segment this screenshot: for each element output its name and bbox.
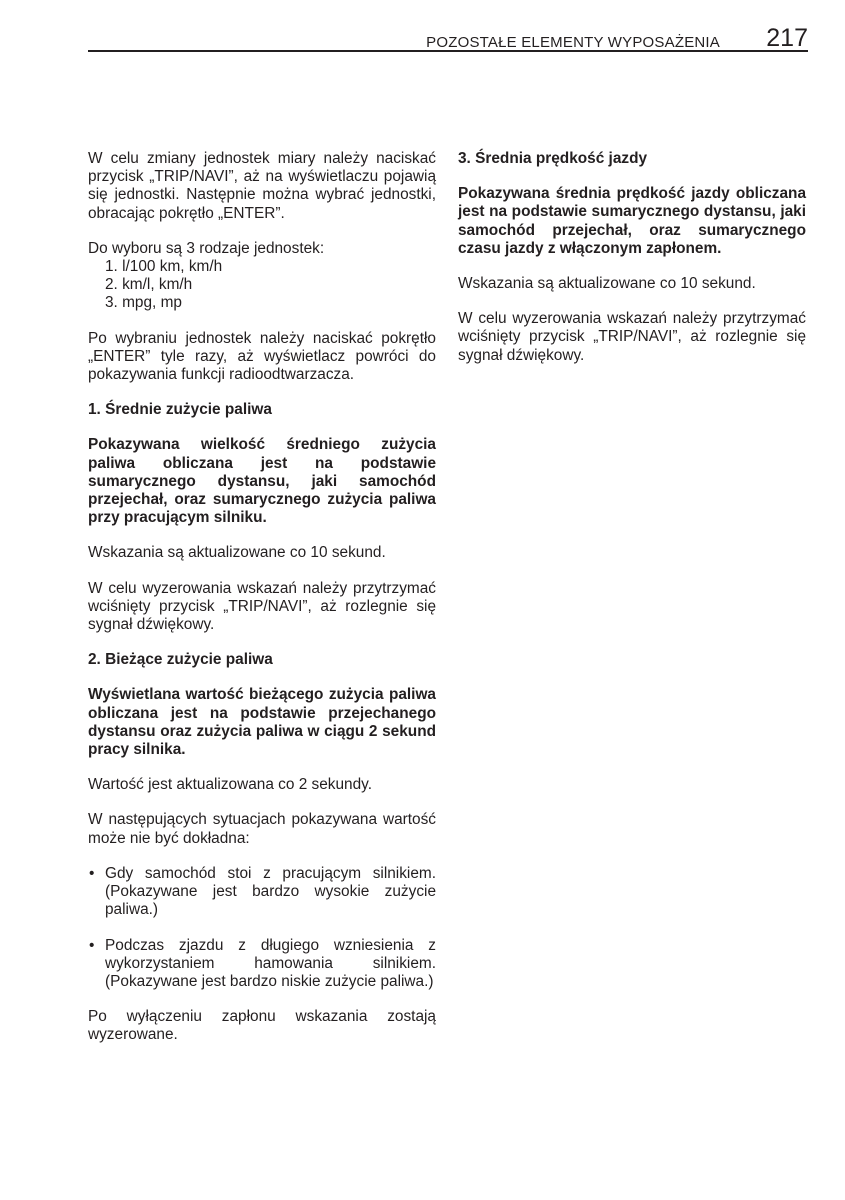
section-1-reset: W celu wyzerowania wskazań należy przytrzymać wciśnięty przycisk „TRIP/NAVI”, aż rozlegnie się sygnał dźwiękowy. <box>88 579 436 634</box>
section-3-update: Wskazania są aktualizowane co 10 sekund. <box>458 275 756 293</box>
section-2-description: Wyświetlana wartość bieżącego zużycia paliwa obliczana jest na podstawie przejechanego dystansu oraz zużycia paliwa w ciągu 2 sekund pracy silnika. <box>88 686 436 759</box>
situations-list <box>88 865 436 991</box>
section-1-heading: 1. Średnie zużycie paliwa <box>88 401 272 419</box>
section-title: POZOSTAŁE ELEMENTY WYPOSAŻENIA <box>426 34 720 51</box>
list-item: 3. mpg, mp <box>105 294 182 312</box>
page-number: 217 <box>766 24 808 52</box>
bullet-text: Podczas zjazdu z długiego wzniesienia z wykorzystaniem hamowania silnikiem. (Pokazywane jest bardzo niskie zużycie paliwa.) <box>105 936 436 990</box>
section-2-situations: W następujących sytuacjach pokazywana wartość może nie być dokładna: <box>88 811 436 847</box>
section-2-update: Wartość jest aktualizowana co 2 sekundy. <box>88 776 373 794</box>
list-item: 2. km/l, km/h <box>105 276 193 294</box>
section-1-description: Pokazywana wielkość średniego zużycia paliwa obliczana jest na podstawie sumarycznego dystansu, jaki samochód przejechał, oraz sumarycznego zużycia paliwa przy pracującym silniku. <box>88 436 436 527</box>
list-item: 1. l/100 km, km/h <box>105 258 223 276</box>
bullet-text: Gdy samochód stoi z pracującym silnikiem. (Pokazywane jest bardzo wysokie zużycie paliwa.) <box>105 864 436 919</box>
list-item <box>88 865 436 920</box>
units-list <box>88 258 436 313</box>
section-3-description: Pokazywana średnia prędkość jazdy obliczana jest na podstawie sumarycznego dystansu, jaki samochód przejechał, oraz sumarycznego czasu jazdy z włączonym zapłonem. <box>458 185 806 257</box>
list-item <box>88 937 436 992</box>
bullet-icon: • <box>89 864 95 882</box>
section-3-heading: 3. Średnia prędkość jazdy <box>458 150 648 167</box>
section-2-heading: 2. Bieżące zużycie paliwa <box>88 651 273 669</box>
bullet-icon: • <box>89 936 95 954</box>
intro-paragraph: W celu zmiany jednostek miary należy naciskać przycisk „TRIP/NAVI”, aż na wyświetlaczu pojawią się jednostki. Następnie można wybrać jednostki, obracając pokrętło „ENTER”. <box>88 150 436 222</box>
section-1-update: Wskazania są aktualizowane co 10 sekund. <box>88 544 386 562</box>
units-intro: Do wyboru są 3 rodzaje jednostek: <box>88 239 325 257</box>
right-column <box>458 150 806 382</box>
header-rule <box>88 50 808 52</box>
section-3-reset: W celu wyzerowania wskazań należy przytrzymać wciśnięty przycisk „TRIP/NAVI”, aż rozlegnie się sygnał dźwiękowy. <box>458 310 806 364</box>
after-select-paragraph: Po wybraniu jednostek należy naciskać pokrętło „ENTER” tyle razy, aż wyświetlacz powróci do pokazywania funkcji radioodtwarzacza. <box>88 329 436 384</box>
ignition-off-paragraph: Po wyłączeniu zapłonu wskazania zostają wyzerowane. <box>88 1008 436 1044</box>
left-column <box>88 150 436 1062</box>
page-header <box>88 24 808 52</box>
